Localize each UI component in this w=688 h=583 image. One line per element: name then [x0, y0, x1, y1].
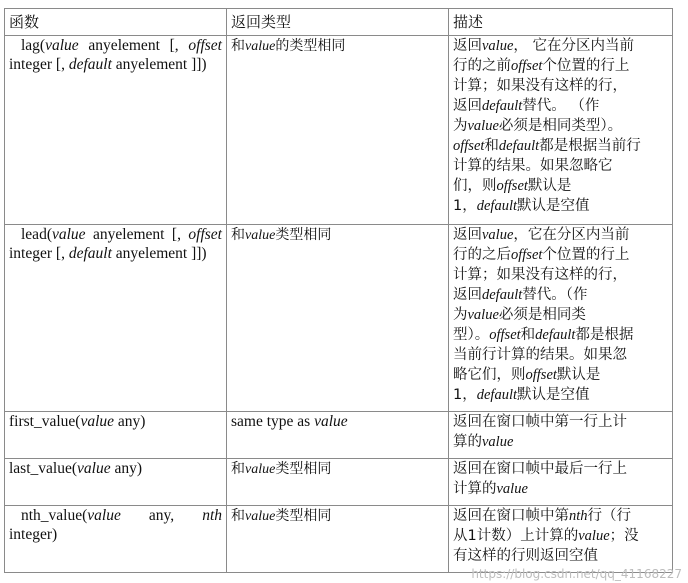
- watermark-text: https://blog.csdn.net/qq_41168227: [471, 567, 682, 581]
- function-signature: lag(value anyelement [, offset integer [, default anyelement ]]): [5, 36, 227, 225]
- function-table: [4, 8, 673, 573]
- table-row-lag: [5, 36, 673, 225]
- header-function: 函数: [5, 9, 227, 36]
- function-signature: last_value(value any): [5, 459, 227, 506]
- description: 返回value，它在分区内当前 行的之后offset个位置的行上 计算；如果没有这样的行， 返回default替代。（作 为value必须是相同类 型）。offset和default都是根据 当前行计算的结果。如果忽 略它们，则offset默认是 1，default默认是空值: [449, 225, 673, 412]
- return-type: 和value类型相同: [227, 225, 449, 412]
- description: 返回value， 它在分区内当前 行的之前offset个位置的行上 计算；如果没有这样的行， 返回default替代。 （作 为value必须是相同类型）。 offset和default都是根据当前行 计算的结果。如果忽略它 们，则offset默认是 1，default默认是空值: [449, 36, 673, 225]
- table-row-lead: [5, 225, 673, 412]
- table-row-first-value: [5, 412, 673, 459]
- header-row: [5, 9, 673, 36]
- return-type: 和value的类型相同: [227, 36, 449, 225]
- return-type: same type as value: [227, 412, 449, 459]
- table-row-nth-value: [5, 506, 673, 573]
- return-type: 和value类型相同: [227, 459, 449, 506]
- table-row-last-value: [5, 459, 673, 506]
- description: 返回在窗口帧中第一行上计 算的value: [449, 412, 673, 459]
- return-type: 和value类型相同: [227, 506, 449, 573]
- header-return-type: 返回类型: [227, 9, 449, 36]
- function-signature: lead(value anyelement [, offset integer [, default anyelement ]]): [5, 225, 227, 412]
- description: 返回在窗口帧中第nth行（行 从1计数）上计算的value；没 有这样的行则返回空值: [449, 506, 673, 573]
- description: 返回在窗口帧中最后一行上 计算的value: [449, 459, 673, 506]
- function-signature: first_value(value any): [5, 412, 227, 459]
- function-signature: nth_value(value any, nth integer): [5, 506, 227, 573]
- header-description: 描述: [449, 9, 673, 36]
